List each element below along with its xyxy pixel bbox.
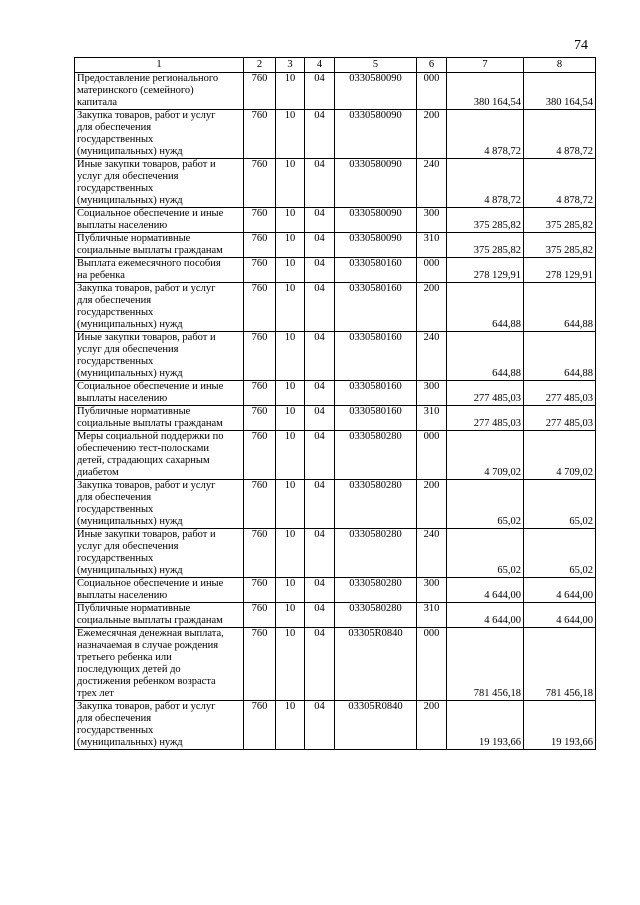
item-name-line: диабетом [77,467,119,478]
amount-col7-cell: 4 644,00 [447,603,524,628]
expense-type-cell: 200 [417,701,447,750]
item-name-line: услуг для обеспечения [77,344,179,355]
section-code-cell: 10 [276,406,305,431]
department-code-cell: 760 [244,529,276,578]
section-code-cell: 10 [276,73,305,110]
section-code-cell: 10 [276,628,305,701]
department-code-cell: 760 [244,578,276,603]
item-name-line: (муниципальных) нужд [77,368,183,379]
page-number: 74 [574,38,588,53]
amount-col8-cell: 4 644,00 [524,603,596,628]
item-name-cell [75,603,244,628]
target-article-cell: 0330580160 [335,258,417,283]
item-name-line: Закупка товаров, работ и услуг [77,701,216,712]
amount-col8-cell: 644,88 [524,283,596,332]
item-name-line: Ежемесячная денежная выплата, [77,628,224,639]
item-name-cell [75,628,244,701]
amount-col8-cell: 65,02 [524,529,596,578]
department-code-cell: 760 [244,233,276,258]
amount-col7-cell: 644,88 [447,332,524,381]
table-row [75,578,596,603]
column-header-6: 6 [417,58,447,73]
item-name-line: государственных [77,134,154,145]
target-article-cell: 0330580280 [335,578,417,603]
item-name-line: Предоставление регионального [77,73,219,84]
item-name-line: государственных [77,307,154,318]
expense-type-cell: 200 [417,283,447,332]
item-name-line: Иные закупки товаров, работ и [77,332,216,343]
section-code-cell: 10 [276,283,305,332]
target-article-cell: 0330580280 [335,529,417,578]
item-name-cell [75,701,244,750]
expense-type-cell: 000 [417,73,447,110]
item-name-line: достижения ребенком возраста [77,676,216,687]
item-name-line: (муниципальных) нужд [77,319,183,330]
item-name-line: Социальное обеспечение и иные [77,208,224,219]
amount-col7-cell: 4 644,00 [447,578,524,603]
section-code-cell: 10 [276,258,305,283]
item-name-line: Меры социальной поддержки по [77,431,224,442]
target-article-cell: 0330580090 [335,208,417,233]
table-row [75,603,596,628]
item-name-cell [75,73,244,110]
department-code-cell: 760 [244,159,276,208]
subsection-code-cell: 04 [305,233,335,258]
column-header-5: 5 [335,58,417,73]
column-number-row [75,58,596,73]
target-article-cell: 0330580280 [335,480,417,529]
section-code-cell: 10 [276,431,305,480]
table-row [75,431,596,480]
item-name-line: Публичные нормативные [77,406,191,417]
target-article-cell: 0330580090 [335,159,417,208]
column-header-7: 7 [447,58,524,73]
item-name-line: Закупка товаров, работ и услуг [77,480,216,491]
amount-col7-cell: 781 456,18 [447,628,524,701]
target-article-cell: 0330580280 [335,431,417,480]
amount-col7-cell: 4 878,72 [447,159,524,208]
budget-table [74,57,596,750]
item-name-cell [75,233,244,258]
expense-type-cell: 000 [417,628,447,701]
item-name-line: на ребенка [77,270,125,281]
expense-type-cell: 300 [417,208,447,233]
table-row [75,332,596,381]
table-row [75,258,596,283]
item-name-cell [75,529,244,578]
department-code-cell: 760 [244,406,276,431]
table-row [75,233,596,258]
section-code-cell: 10 [276,578,305,603]
expense-type-cell: 000 [417,258,447,283]
item-name-line: Публичные нормативные [77,233,191,244]
amount-col8-cell: 277 485,03 [524,381,596,406]
column-header-8: 8 [524,58,596,73]
item-name-line: социальные выплаты гражданам [77,245,223,256]
item-name-line: услуг для обеспечения [77,171,179,182]
expense-type-cell: 300 [417,381,447,406]
item-name-line: выплаты населению [77,393,168,404]
amount-col7-cell: 65,02 [447,480,524,529]
item-name-cell [75,110,244,159]
department-code-cell: 760 [244,603,276,628]
item-name-line: последующих детей до [77,664,181,675]
department-code-cell: 760 [244,381,276,406]
expense-type-cell: 200 [417,110,447,159]
item-name-line: социальные выплаты гражданам [77,418,223,429]
target-article-cell: 0330580160 [335,381,417,406]
table-row [75,73,596,110]
subsection-code-cell: 04 [305,258,335,283]
item-name-cell [75,283,244,332]
department-code-cell: 760 [244,431,276,480]
item-name-line: (муниципальных) нужд [77,146,183,157]
table-row [75,529,596,578]
item-name-line: выплаты населению [77,220,168,231]
table-row [75,628,596,701]
item-name-line: капитала [77,97,118,108]
target-article-cell: 0330580280 [335,603,417,628]
table-row [75,381,596,406]
subsection-code-cell: 04 [305,332,335,381]
expense-type-cell: 240 [417,332,447,381]
table-row [75,480,596,529]
department-code-cell: 760 [244,332,276,381]
section-code-cell: 10 [276,529,305,578]
item-name-cell [75,258,244,283]
item-name-line: Иные закупки товаров, работ и [77,529,216,540]
department-code-cell: 760 [244,110,276,159]
item-name-line: для обеспечения [77,492,152,503]
section-code-cell: 10 [276,603,305,628]
subsection-code-cell: 04 [305,381,335,406]
item-name-cell [75,381,244,406]
item-name-line: (муниципальных) нужд [77,737,183,748]
target-article-cell: 0330580160 [335,283,417,332]
target-article-cell: 0330580090 [335,233,417,258]
subsection-code-cell: 04 [305,73,335,110]
item-name-line: социальные выплаты гражданам [77,615,223,626]
table-row [75,701,596,750]
subsection-code-cell: 04 [305,283,335,332]
department-code-cell: 760 [244,480,276,529]
amount-col8-cell: 4 878,72 [524,159,596,208]
table-row [75,110,596,159]
section-code-cell: 10 [276,159,305,208]
expense-type-cell: 240 [417,159,447,208]
amount-col8-cell: 375 285,82 [524,233,596,258]
item-name-line: Выплата ежемесячного пособия [77,258,221,269]
item-name-cell [75,208,244,233]
target-article-cell: 03305R0840 [335,628,417,701]
item-name-line: трех лет [77,688,114,699]
target-article-cell: 03305R0840 [335,701,417,750]
amount-col8-cell: 278 129,91 [524,258,596,283]
expense-type-cell: 310 [417,603,447,628]
subsection-code-cell: 04 [305,529,335,578]
column-header-4: 4 [305,58,335,73]
section-code-cell: 10 [276,332,305,381]
amount-col7-cell: 277 485,03 [447,381,524,406]
amount-col7-cell: 19 193,66 [447,701,524,750]
item-name-line: для обеспечения [77,295,152,306]
section-code-cell: 10 [276,233,305,258]
subsection-code-cell: 04 [305,480,335,529]
target-article-cell: 0330580160 [335,332,417,381]
subsection-code-cell: 04 [305,431,335,480]
amount-col7-cell: 65,02 [447,529,524,578]
item-name-line: Социальное обеспечение и иные [77,578,224,589]
item-name-line: (муниципальных) нужд [77,565,183,576]
section-code-cell: 10 [276,208,305,233]
amount-col8-cell: 19 193,66 [524,701,596,750]
amount-col7-cell: 380 164,54 [447,73,524,110]
item-name-line: государственных [77,183,154,194]
expense-type-cell: 310 [417,406,447,431]
item-name-cell [75,480,244,529]
item-name-line: для обеспечения [77,713,152,724]
item-name-line: Социальное обеспечение и иные [77,381,224,392]
subsection-code-cell: 04 [305,159,335,208]
department-code-cell: 760 [244,73,276,110]
item-name-cell [75,578,244,603]
expense-type-cell: 200 [417,480,447,529]
item-name-line: для обеспечения [77,122,152,133]
item-name-line: Иные закупки товаров, работ и [77,159,216,170]
expense-type-cell: 000 [417,431,447,480]
amount-col8-cell: 644,88 [524,332,596,381]
subsection-code-cell: 04 [305,208,335,233]
item-name-line: услуг для обеспечения [77,541,179,552]
item-name-line: государственных [77,504,154,515]
table-row [75,283,596,332]
item-name-line: (муниципальных) нужд [77,516,183,527]
amount-col8-cell: 4 878,72 [524,110,596,159]
department-code-cell: 760 [244,208,276,233]
expense-type-cell: 310 [417,233,447,258]
item-name-line: Закупка товаров, работ и услуг [77,110,216,121]
amount-col8-cell: 380 164,54 [524,73,596,110]
subsection-code-cell: 04 [305,603,335,628]
amount-col8-cell: 781 456,18 [524,628,596,701]
item-name-line: обеспечению тест-полосками [77,443,209,454]
section-code-cell: 10 [276,381,305,406]
target-article-cell: 0330580090 [335,73,417,110]
item-name-line: государственных [77,356,154,367]
amount-col7-cell: 644,88 [447,283,524,332]
target-article-cell: 0330580090 [335,110,417,159]
item-name-line: материнского (семейного) [77,85,194,96]
amount-col8-cell: 4 709,02 [524,431,596,480]
column-header-3: 3 [276,58,305,73]
amount-col8-cell: 277 485,03 [524,406,596,431]
item-name-line: государственных [77,725,154,736]
subsection-code-cell: 04 [305,578,335,603]
item-name-cell [75,332,244,381]
column-header-2: 2 [244,58,276,73]
table-row [75,406,596,431]
department-code-cell: 760 [244,701,276,750]
item-name-cell [75,159,244,208]
section-code-cell: 10 [276,480,305,529]
amount-col7-cell: 375 285,82 [447,233,524,258]
item-name-line: государственных [77,553,154,564]
subsection-code-cell: 04 [305,628,335,701]
amount-col7-cell: 277 485,03 [447,406,524,431]
item-name-line: выплаты населению [77,590,168,601]
item-name-line: (муниципальных) нужд [77,195,183,206]
department-code-cell: 760 [244,258,276,283]
item-name-line: Публичные нормативные [77,603,191,614]
amount-col7-cell: 4 709,02 [447,431,524,480]
item-name-line: назначаемая в случае рождения [77,640,219,651]
column-header-1: 1 [75,58,244,73]
section-code-cell: 10 [276,110,305,159]
amount-col7-cell: 4 878,72 [447,110,524,159]
item-name-line: детей, страдающих сахарным [77,455,210,466]
subsection-code-cell: 04 [305,110,335,159]
amount-col7-cell: 375 285,82 [447,208,524,233]
table-row [75,159,596,208]
expense-type-cell: 240 [417,529,447,578]
expense-type-cell: 300 [417,578,447,603]
department-code-cell: 760 [244,628,276,701]
table-row [75,208,596,233]
amount-col8-cell: 375 285,82 [524,208,596,233]
item-name-line: Закупка товаров, работ и услуг [77,283,216,294]
item-name-cell [75,431,244,480]
target-article-cell: 0330580160 [335,406,417,431]
subsection-code-cell: 04 [305,701,335,750]
amount-col7-cell: 278 129,91 [447,258,524,283]
department-code-cell: 760 [244,283,276,332]
subsection-code-cell: 04 [305,406,335,431]
amount-col8-cell: 65,02 [524,480,596,529]
item-name-cell [75,406,244,431]
item-name-line: третьего ребенка или [77,652,172,663]
amount-col8-cell: 4 644,00 [524,578,596,603]
section-code-cell: 10 [276,701,305,750]
